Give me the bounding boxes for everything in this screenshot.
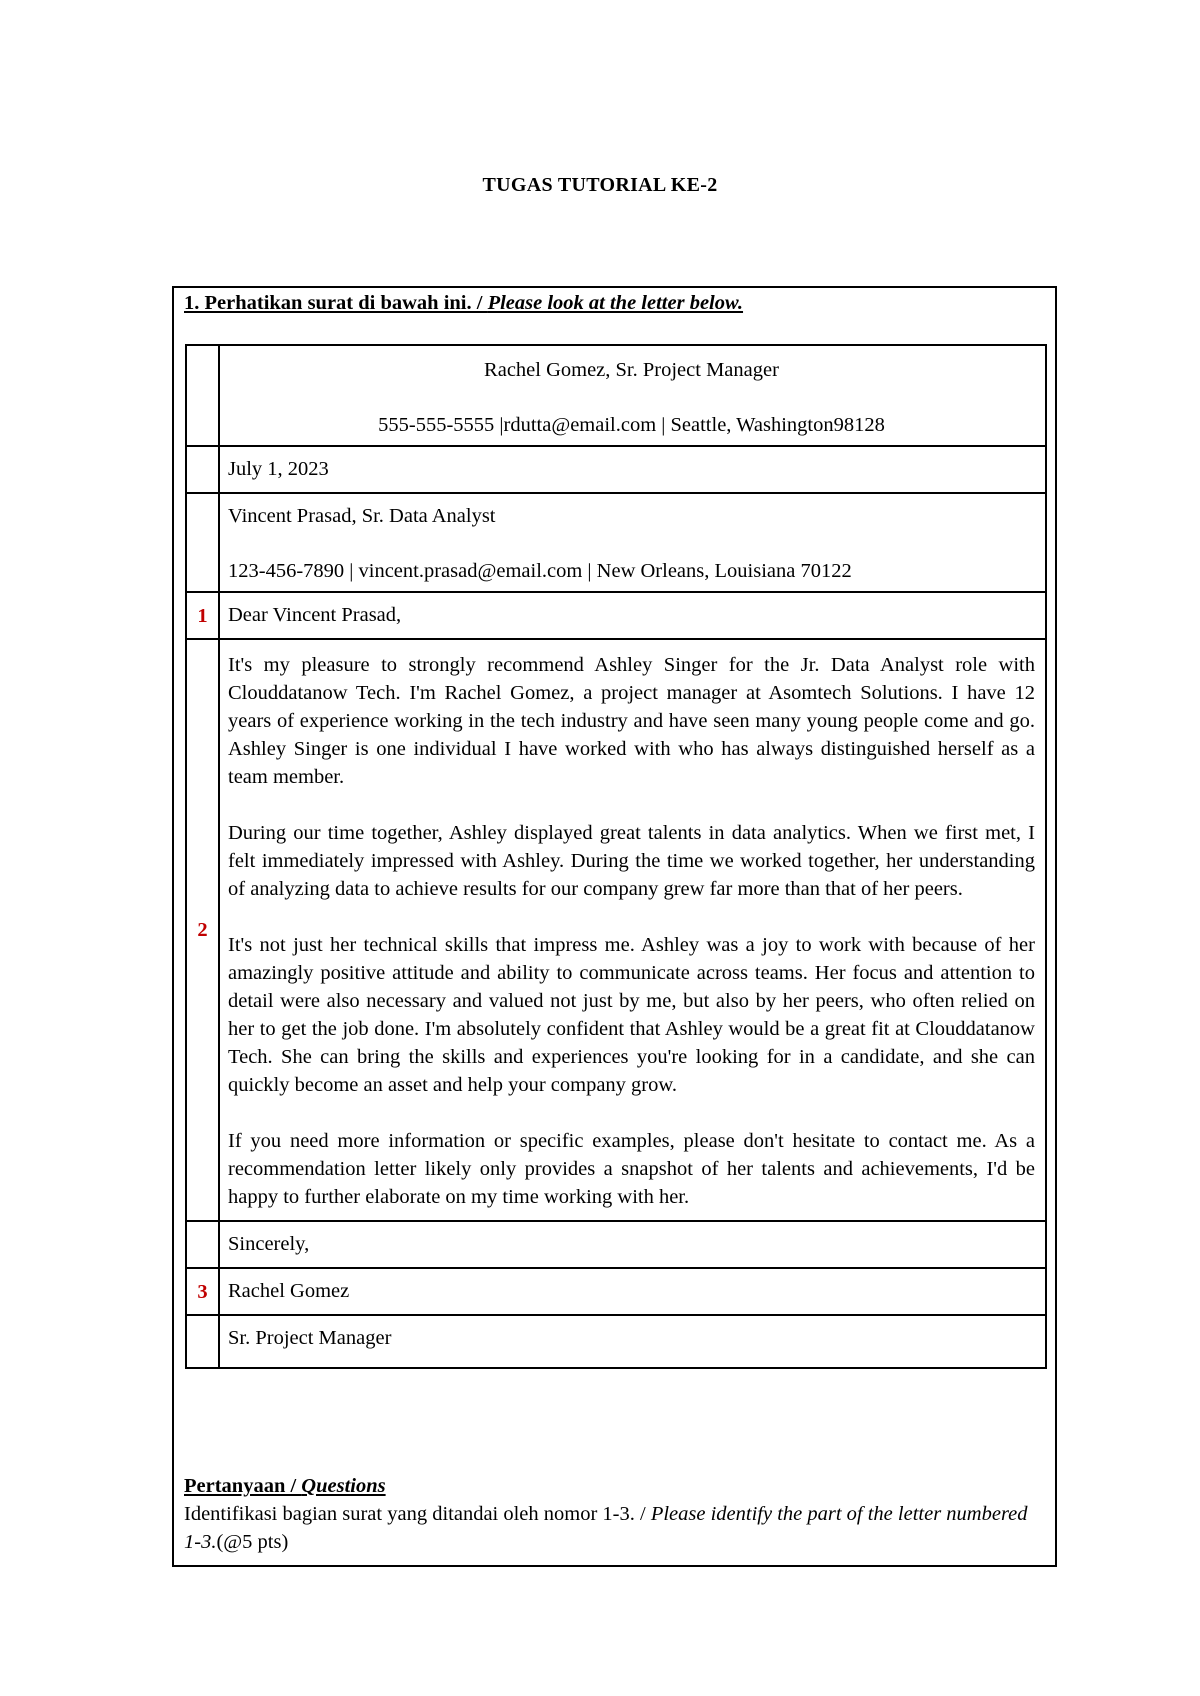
questions-points: (@5 pts): [216, 1531, 289, 1553]
questions-heading: [184, 1472, 386, 1500]
row-closing: [186, 1221, 1046, 1268]
sender-cell: [219, 345, 1046, 446]
assignment-box: [172, 286, 1057, 1567]
questions-heading-id: Pertanyaan /: [184, 1475, 302, 1497]
marker-empty: [186, 1221, 219, 1268]
salutation-cell: [219, 592, 1046, 639]
row-date: [186, 446, 1046, 493]
row-signature: [186, 1268, 1046, 1315]
questions-text-en: Please identify the part of the letter numbered 1-3.: [184, 1503, 1028, 1553]
row-recipient: [186, 493, 1046, 592]
body-paragraph: During our time together, Ashley displayed great talents in data analytics. When we first met, I felt immediately impressed with Ashley. During the time we worked together, her understanding of analyzing data to achieve results for our company grew far more than that of her peers.: [228, 822, 1035, 900]
closing: Sincerely,: [228, 1233, 310, 1255]
marker-empty: [186, 493, 219, 592]
sender-contact: 555-555-5555 |rdutta@email.com | Seattle, Washington98128: [378, 414, 885, 436]
questions-text-id: Identifikasi bagian surat yang ditandai oleh nomor 1-3. /: [184, 1503, 651, 1525]
body-paragraph: It's my pleasure to strongly recommend Ashley Singer for the Jr. Data Analyst role with Clouddatanow Tech. I'm Rachel Gomez, a project manager at Asomtech Solutions. I have 12 years of experience working in the tech industry and have seen many young people come and go. Ashley Singer is one individual I have worked with who has always distinguished herself as a team member.: [228, 654, 1035, 788]
row-sender: [186, 345, 1046, 446]
questions-text: [184, 1500, 1044, 1556]
sender-name: Rachel Gomez, Sr. Project Manager: [484, 359, 779, 381]
marker-empty: [186, 1315, 219, 1368]
signature-title-cell: [219, 1315, 1046, 1368]
letter-table: [185, 344, 1047, 1369]
instruction: [184, 292, 743, 315]
marker-empty: [186, 345, 219, 446]
salutation: Dear Vincent Prasad,: [228, 604, 402, 626]
page-title: TUGAS TUTORIAL KE-2: [482, 174, 718, 196]
marker-empty: [186, 446, 219, 493]
body-paragraph: If you need more information or specific examples, please don't hesitate to contact me. As a recommendation letter likely only provides a snapshot of her talents and achievements, I'd be happy to further elaborate on my time working with her.: [228, 1130, 1035, 1208]
instruction-id: 1. Perhatikan surat di bawah ini. /: [184, 292, 488, 314]
date-cell: [219, 446, 1046, 493]
body-cell: [219, 639, 1046, 1221]
recipient-contact: 123-456-7890 | vincent.prasad@email.com | New Orleans, Louisiana 70122: [228, 560, 852, 582]
signature-title: Sr. Project Manager: [228, 1327, 392, 1349]
questions-heading-en: Questions: [301, 1475, 386, 1497]
instruction-en: Please look at the letter below.: [487, 292, 744, 314]
row-title: [186, 1315, 1046, 1368]
marker-2: 2: [186, 639, 219, 1221]
marker-1: 1: [186, 592, 219, 639]
recipient-cell: [219, 493, 1046, 592]
closing-cell: [219, 1221, 1046, 1268]
recipient-name: Vincent Prasad, Sr. Data Analyst: [228, 505, 496, 527]
row-salutation: [186, 592, 1046, 639]
marker-3: 3: [186, 1268, 219, 1315]
signature-name: Rachel Gomez: [228, 1280, 350, 1302]
body-paragraph: It's not just her technical skills that impress me. Ashley was a joy to work with because of her amazingly positive attitude and ability to communicate across teams. Her focus and attention to detail were also necessary and valued not just by me, but also by her peers, who often relied on her to get the job done. I'm absolutely confident that Ashley would be a great fit at Clouddatanow Tech. She can bring the skills and experiences you're looking for in a candidate, and she can quickly become an asset and help your company grow.: [228, 934, 1035, 1096]
letter-date: July 1, 2023: [228, 458, 329, 480]
row-body: [186, 639, 1046, 1221]
signature-cell: [219, 1268, 1046, 1315]
